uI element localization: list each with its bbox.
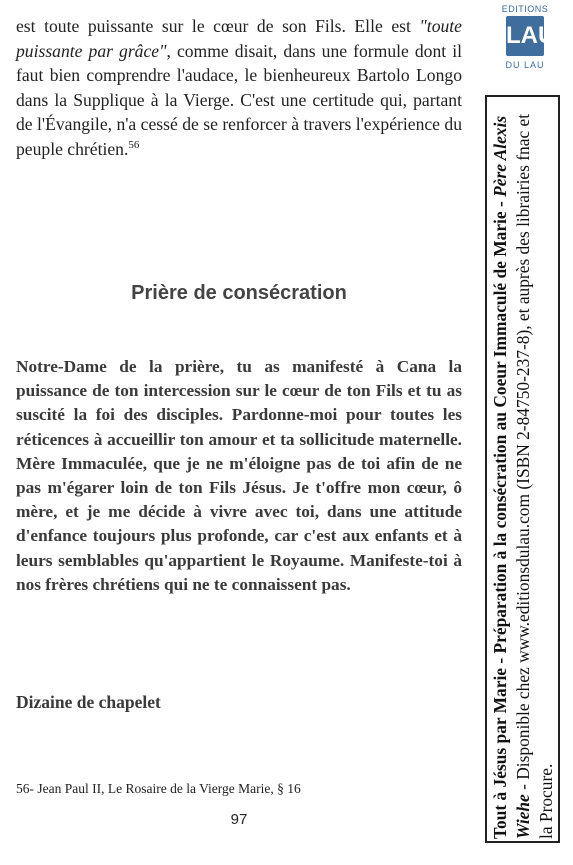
paragraph-quote: "toute puissante par grâce" [16,16,462,61]
subheading: Dizaine de chapelet [16,692,161,712]
sidebar-availability: - Disponible chez www.editionsdulau.com (ISBN 2-84750-237-8), et auprès des librairies fnac et la Procure. [513,113,556,839]
page-number: 97 [230,811,248,828]
prayer-text: Notre-Dame de la prière, tu as manifesté à Cana la puissance de ton intercession sur le cœur de ton Fils et tu as suscité la foi des disciples. Pardonne-moi pour toutes les réticences à accueillir ton amour et ta sollicitude maternelle. Mère Immaculée, que je ne m'éloigne pas de toi afin de ne pas m'égarer loin de ton Fils Jésus. Je t'offre mon cœur, ô mère, et je me décide à vivre avec toi, dans une attitude d'enfance toujours plus profonde, car c'est aux enfants et à leurs semblables qu'appartient le Royaume. Manifeste-toi à nos frères chrétiens qui ne te connaissent pas. [16,357,462,594]
book-info-sidebar [485,95,560,843]
section-title: Prière de consécration [131,282,347,304]
sidebar-text [489,99,558,839]
logo-mark: LAU [506,16,544,56]
logo-top-text: EDITIONS [501,4,549,14]
footnote-reference[interactable]: 56 [128,138,140,151]
logo-bottom-text: DU LAU [505,60,545,70]
body-paragraph [16,14,462,162]
paragraph-text-start: est toute puissante sur le cœur de son Fils. Elle est [16,16,420,36]
sidebar-author: Père Alexis Wiehe [490,115,533,839]
sidebar-title: Tout à Jésus par Marie - Préparation à la consécration au Coeur Immaculé de Marie - [490,201,510,839]
publisher-logo [498,4,556,74]
paragraph-text-end: , comme disait, dans une formule dont il faut bien comprendre l'audace, le bienheureux Bartolo Longo dans la Supplique à la Vierge. C'est une certitude qui, partant de l'Évangile, n'a cessé de se renforcer à travers l'expérience du peuple chrétien. [16,40,463,159]
footnote: 56- Jean Paul II, Le Rosaire de la Vierge Marie, § 16 [16,781,301,796]
